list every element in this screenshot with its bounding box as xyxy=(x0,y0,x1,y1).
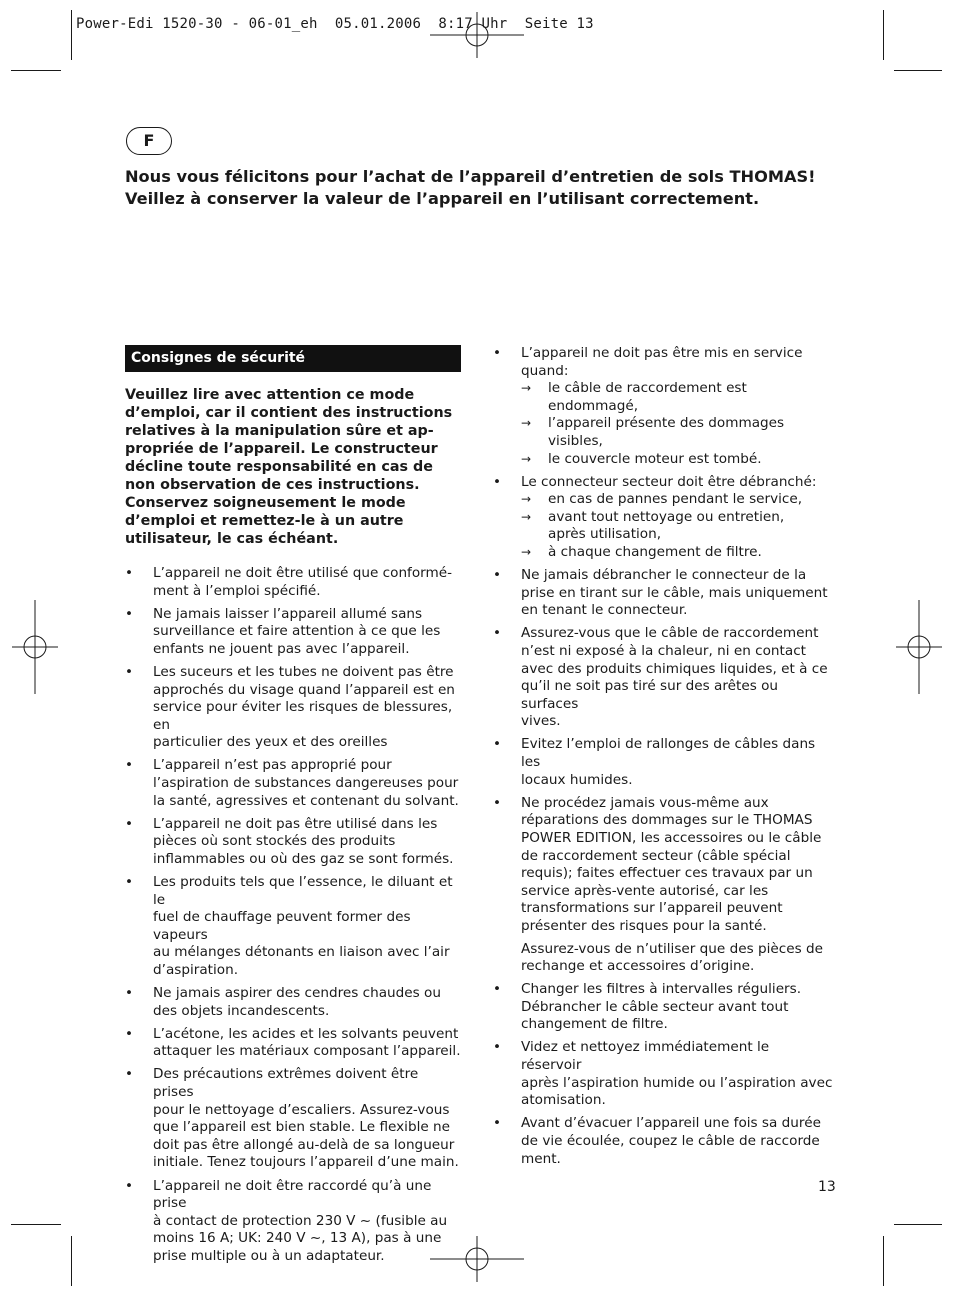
crop-mark-top-left-vertical xyxy=(71,10,72,60)
bullet-line: L’appareil ne doit être utilisé que conformé- xyxy=(153,565,453,581)
warning-line: Conservez soigneusement le mode xyxy=(125,495,406,511)
bullet-item xyxy=(125,874,461,980)
bullet-line: Des précautions extrêmes doivent être prises xyxy=(153,1066,419,1101)
intro-line: Veillez à conserver la valeur de l’appareil en l’utilisant correctement. xyxy=(125,189,760,208)
bullet-line: quand: xyxy=(521,362,569,379)
left-column-bullets xyxy=(125,565,461,1271)
bullet-icon: • xyxy=(125,1025,134,1042)
bullet-icon: • xyxy=(493,625,502,642)
bullet-line: Changer les filtres à intervalles réguliers. xyxy=(521,981,802,998)
bullet-line: L’appareil n’est pas approprié pour xyxy=(153,757,392,774)
warning-line: Veuillez lire avec attention ce mode xyxy=(125,387,415,403)
sub-item-line: l’appareil présente des dommages xyxy=(548,415,785,432)
sub-item-line: en cas de pannes pendant le service, xyxy=(548,491,803,508)
bullet-icon: • xyxy=(125,663,134,680)
registration-mark-right xyxy=(896,600,942,694)
bullet-item xyxy=(493,625,833,731)
bullet-line: ment. xyxy=(521,1150,561,1167)
bullet-item xyxy=(125,565,461,600)
bullet-line: n’est ni exposé à la chaleur, ni en contact xyxy=(521,643,806,659)
section-title-safety: Consignes de sécurité xyxy=(125,345,461,372)
bullet-line: l’aspiration de substances dangereuses pour xyxy=(153,775,459,792)
bullet-line: au mélanges détonants en liaison avec l’air xyxy=(153,944,450,961)
sub-item xyxy=(521,415,833,450)
bullet-icon: • xyxy=(125,1066,134,1083)
bullet-line: Les produits tels que l’essence, le diluant et le xyxy=(153,874,453,908)
crop-mark-bottom-left-vertical xyxy=(71,1236,72,1286)
bullet-item xyxy=(493,1039,833,1109)
bullet-icon: • xyxy=(125,874,134,890)
bullet-icon: • xyxy=(125,815,134,832)
sub-item xyxy=(521,544,833,562)
bullet-line: Ne jamais débrancher le connecteur de la xyxy=(521,567,807,584)
bullet-line: initiale. Tenez toujours l’appareil d’une main. xyxy=(153,1154,459,1171)
bullet-line: Ne jamais aspirer des cendres chaudes ou xyxy=(153,985,441,1002)
warning-line: non observation de ces instructions. xyxy=(125,477,420,493)
sub-item-line: endommagé, xyxy=(548,397,639,414)
warning-line: utilisateur, le cas échéant. xyxy=(125,531,339,547)
bullet-line: pièces où sont stockés des produits xyxy=(153,833,396,850)
sub-item-line: visibles, xyxy=(548,432,603,449)
bullet-item xyxy=(125,1026,461,1061)
bullet-line: L’appareil ne doit être raccordé qu’à une prise xyxy=(153,1177,432,1212)
bullet-line: Evitez l’emploi de rallonges de câbles dans les xyxy=(521,736,816,771)
bullet-line: requis); faites effectuer ces travaux par un xyxy=(521,865,813,882)
bullet-line: L’appareil ne doit pas être mis en service xyxy=(521,345,803,361)
arrow-icon: → xyxy=(521,492,532,507)
bullet-item xyxy=(125,606,461,659)
bullet-icon: • xyxy=(493,345,502,361)
bullet-line: service après-vente autorisé, car les xyxy=(521,882,769,899)
bullet-line: surveillance et faire attention à ce que les xyxy=(153,623,441,640)
bullet-line: doit pas être allongé au-delà de sa longueur xyxy=(153,1136,455,1153)
bullet-icon: • xyxy=(493,981,502,998)
bullet-icon: • xyxy=(125,1177,134,1194)
bullet-item xyxy=(125,757,461,810)
bullet-line: que l’appareil est bien stable. Le flexible ne xyxy=(153,1119,451,1136)
bullet-item xyxy=(125,985,461,1020)
crop-mark-bottom-right-horizontal xyxy=(894,1224,942,1225)
bullet-line: changement de filtre. xyxy=(521,1016,668,1033)
bullet-item xyxy=(493,567,833,620)
registration-mark-left xyxy=(12,600,58,694)
bullet-item xyxy=(493,1115,833,1168)
arrow-icon: → xyxy=(521,451,532,466)
warning-line: d’emploi, car il contient des instructions xyxy=(125,405,453,421)
bullet-icon: • xyxy=(493,473,502,490)
sub-item-line: le câble de raccordement est xyxy=(548,380,747,397)
bullet-item xyxy=(493,474,833,562)
bullet-line: Le connecteur secteur doit être débranché: xyxy=(521,473,817,490)
arrow-icon: → xyxy=(521,416,532,431)
right-column-bullets xyxy=(493,345,833,1174)
bullet-line: ment à l’emploi spécifié. xyxy=(153,582,321,599)
bullet-line: Les suceurs et les tubes ne doivent pas être xyxy=(153,663,454,680)
bullet-item xyxy=(125,664,461,752)
bullet-icon: • xyxy=(125,565,134,581)
crop-mark-bottom-right-vertical xyxy=(883,1236,884,1286)
safety-warning-paragraph xyxy=(125,386,461,548)
sub-item-line: le couvercle moteur est tombé. xyxy=(548,450,762,467)
bullet-line: moins 16 A; UK: 240 V ~, 13 A), pas à une xyxy=(153,1230,442,1247)
bullet-line: réparations des dommages sur le THOMAS xyxy=(521,812,813,829)
bullet-line: L’acétone, les acides et les solvants peuvent xyxy=(153,1025,459,1042)
warning-line: propriée de l’appareil. Le constructeur xyxy=(125,441,438,457)
warning-line: relatives à la manipulation sûre et ap- xyxy=(125,423,434,439)
warning-line: d’emploi et remettez-le à un autre xyxy=(125,513,404,529)
bullet-item xyxy=(493,345,833,468)
bullet-line: la santé, agressives et contenant du solvant. xyxy=(153,792,459,809)
bullet-item xyxy=(493,795,833,976)
bullet-line: enfants ne jouent pas avec l’appareil. xyxy=(153,640,410,657)
bullet-icon: • xyxy=(125,605,134,622)
language-badge: F xyxy=(126,127,172,155)
bullet-line: de raccordement secteur (câble spécial xyxy=(521,847,791,864)
bullet-line: des objets incandescents. xyxy=(153,1002,330,1019)
bullet-line: Videz et nettoyez immédiatement le réservoir xyxy=(521,1039,770,1074)
bullet-line: atomisation. xyxy=(521,1092,606,1109)
bullet-line: pour le nettoyage d’escaliers. Assurez-vous xyxy=(153,1101,450,1118)
bullet-line: qu’il ne soit pas tiré sur des arêtes ou surfaces xyxy=(521,678,779,712)
bullet-item xyxy=(125,1066,461,1172)
bullet-line: Ne procédez jamais vous-même aux xyxy=(521,794,769,811)
page-number: 13 xyxy=(818,1179,836,1195)
sub-item xyxy=(521,491,833,509)
bullet-icon: • xyxy=(493,1115,502,1132)
bullet-line: service pour éviter les risques de blessures, en xyxy=(153,699,453,733)
crop-mark-top-right-vertical xyxy=(883,10,884,60)
bullet-icon: • xyxy=(125,757,134,774)
sub-item xyxy=(521,380,833,415)
sub-item-line: avant tout nettoyage ou entretien, xyxy=(548,508,785,525)
bullet-line: d’aspiration. xyxy=(153,961,239,978)
sub-item-line: après utilisation, xyxy=(548,526,662,543)
arrow-icon: → xyxy=(521,509,532,524)
bullet-line: attaquer les matériaux composant l’appareil. xyxy=(153,1043,461,1060)
crop-mark-bottom-left-horizontal xyxy=(11,1224,61,1225)
bullet-line: après l’aspiration humide ou l’aspiration avec xyxy=(521,1074,833,1091)
bullet-icon: • xyxy=(125,985,134,1002)
bullet-line: approchés du visage quand l’appareil est en xyxy=(153,681,455,698)
bullet-line: à contact de protection 230 V ~ (fusible au xyxy=(153,1212,448,1229)
sub-item xyxy=(521,451,833,469)
intro-heading xyxy=(125,166,845,210)
bullet-line: Avant d’évacuer l’appareil une fois sa durée xyxy=(521,1115,821,1132)
continuation-line: Assurez-vous de n’utiliser que des pièces de xyxy=(521,940,823,957)
bullet-line: prise multiple ou à un adaptateur. xyxy=(153,1247,385,1264)
arrow-icon: → xyxy=(521,545,532,560)
arrow-icon: → xyxy=(521,381,532,396)
bullet-line: de vie écoulée, coupez le câble de raccorde xyxy=(521,1132,820,1149)
intro-line: Nous vous félicitons pour l’achat de l’appareil d’entretien de sols THOMAS! xyxy=(125,167,816,186)
bullet-icon: • xyxy=(493,794,502,811)
bullet-line: avec des produits chimiques liquides, et à ce xyxy=(521,660,828,677)
bullet-line: inflammables ou où des gaz se sont formés. xyxy=(153,850,454,867)
continuation-paragraph xyxy=(521,941,833,976)
bullet-line: fuel de chauffage peuvent former des vapeurs xyxy=(153,909,411,943)
bullet-line: POWER EDITION, les accessoires ou le câble xyxy=(521,829,822,846)
bullet-line: particulier des yeux et des oreilles xyxy=(153,734,388,751)
bullet-item xyxy=(493,736,833,789)
continuation-line: rechange et accessoires d’origine. xyxy=(521,958,755,975)
bullet-line: présenter des risques pour la santé. xyxy=(521,917,767,934)
bullet-item xyxy=(125,1178,461,1266)
sub-item-line: à chaque changement de filtre. xyxy=(548,544,762,561)
bullet-line: locaux humides. xyxy=(521,771,633,788)
crop-mark-top-left-horizontal xyxy=(11,70,61,71)
bullet-line: Assurez-vous que le câble de raccordement xyxy=(521,625,819,642)
bullet-icon: • xyxy=(493,567,502,584)
bullet-line: en tenant le connecteur. xyxy=(521,602,688,619)
sub-item xyxy=(521,509,833,544)
bullet-line: transformations sur l’appareil peuvent xyxy=(521,900,783,917)
bullet-item xyxy=(493,981,833,1034)
crop-mark-top-right-horizontal xyxy=(894,70,942,71)
print-slug: Power-Edi 1520-30 - 06-01_eh 05.01.2006 8:17 Uhr Seite 13 xyxy=(76,16,594,32)
bullet-icon: • xyxy=(493,1039,502,1056)
bullet-line: vives. xyxy=(521,713,561,730)
bullet-icon: • xyxy=(493,736,502,753)
bullet-line: prise en tirant sur le câble, mais uniquement xyxy=(521,584,828,601)
warning-line: décline toute responsabilité en cas de xyxy=(125,459,433,475)
bullet-line: Ne jamais laisser l’appareil allumé sans xyxy=(153,605,423,622)
bullet-item xyxy=(125,816,461,869)
bullet-line: Débrancher le câble secteur avant tout xyxy=(521,998,789,1015)
bullet-line: L’appareil ne doit pas être utilisé dans les xyxy=(153,815,438,832)
